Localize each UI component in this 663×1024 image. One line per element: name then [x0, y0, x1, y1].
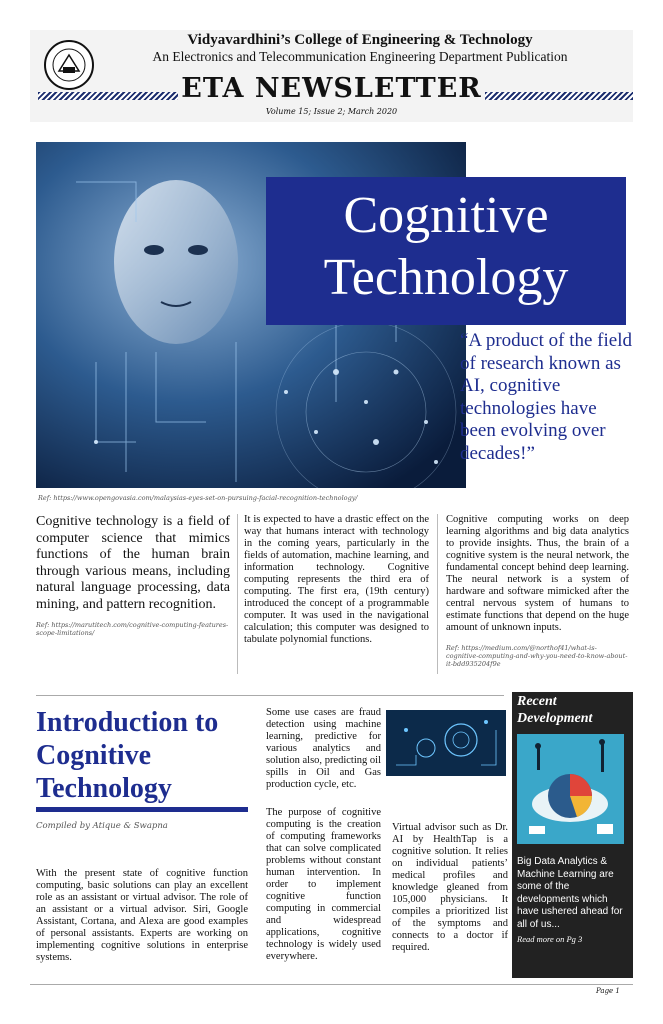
column-3-ref: Ref: https://medium.com/@northof41/what-is-cognitive-computing-and-why-you-need-to-know-about-it-bdd935204f9e [446, 644, 628, 668]
stripe-right [485, 92, 633, 100]
read-more-link[interactable]: Read more on Pg 3 [517, 934, 583, 944]
column-2-text: It is expected to have a drastic effect on the way that humans interact with technology in the coming years, particularly in the fields of automation, machine learning, and information technology. Cognitive computing represents the third era of computing. The first era, (19th century) introduced the concept of a programmable computer. It was used in the navigational calculation; this computer was designed to tabulate polynomial functions. [244, 514, 429, 645]
column-1-ref: Ref: https://marutitech.com/cognitive-computing-features-scope-limitations/ [36, 621, 229, 637]
column-divider [237, 514, 238, 674]
main-title-line1: Cognitive [343, 187, 549, 244]
use-cases-text: Some use cases are fraud detection using machine learning, predictive for various analytics and solution also, predicting oil spills in Oil and Gas production cycle, etc. [266, 707, 381, 790]
column-2 [244, 514, 429, 646]
section-divider [36, 695, 504, 696]
intro-title: Introduction to Cognitive Technology [36, 707, 219, 804]
purpose-text: The purpose of cognitive computing is the creation of computing frameworks that can solve complicated problems without constant human intervention. In order to implement cognitive function computing in commercial and widespread applications, cognitive technology is widely used everywhere. [266, 807, 381, 962]
page-number: Page 1 [596, 987, 620, 995]
hero-quote: “A product of the field of research known as AI, cognitive technologies have been evolving over decades!” [460, 330, 633, 464]
column-3-text: Cognitive computing works on deep learning algorithms and big data analytics to provide insights. Thus, the brain of a cognitive system is the neural network, the fundamental concept behind deep learning. The neural network is a system of hardware and software mimicked after the central nervous system of humans to estimate functions that depend on the huge amount of unknown inputs. [446, 514, 629, 633]
newsletter-title: ETA NEWSLETTER [181, 73, 482, 104]
main-title-line2: Technology [323, 249, 569, 306]
department-line: An Electronics and Telecommunication Engineering Department Publication [152, 49, 568, 64]
ai-brain-image [386, 710, 506, 776]
column-3 [446, 514, 629, 668]
sidebar-text: Big Data Analytics & Machine Learning are some of the developments which have ushered ahead for all of us... [517, 856, 623, 930]
column-1 [36, 514, 230, 637]
sidebar-title: Recent Development [517, 694, 593, 726]
stripe-left [38, 92, 178, 100]
intro-body-text: With the present state of cognitive function computing, basic solutions can play an excellent role as an assistant or virtual advisor. The role of an assistant or a virtual advisor. Siri, Google Assistant, Cortana, and Alexa are good examples of personal assistants. Experts are working on implementing cognitive solutions in enterprise systems. [36, 868, 248, 963]
footer-rule [30, 984, 633, 985]
college-name: Vidyavardhini’s College of Engineering & Technology [187, 32, 533, 48]
column-divider [437, 514, 438, 674]
virtual-advisor-text: Virtual advisor such as Dr. AI by HealthTap is a cognitive solution. It relies on individual patients’ medical profiles and knowledge gleaned from 105,000 physicians. It compiles a prioritized list of the symptoms and connects to a doctor if required. [392, 822, 508, 953]
compiled-by: Compiled by Atique & Swapna [36, 821, 168, 831]
column-1-text: Cognitive technology is a field of computer science that mimics functions of the human brain through various means, including natural language processing, data mining, and pattern recognition. [36, 514, 230, 612]
volume-issue: Volume 15; Issue 2; March 2020 [265, 107, 398, 116]
hero-image-ref: Ref: https://www.opengovasia.com/malaysias-eyes-set-on-pursuing-facial-recognition-technology/ [38, 494, 358, 502]
intro-title-rule [36, 807, 248, 812]
big-data-image [517, 734, 624, 844]
